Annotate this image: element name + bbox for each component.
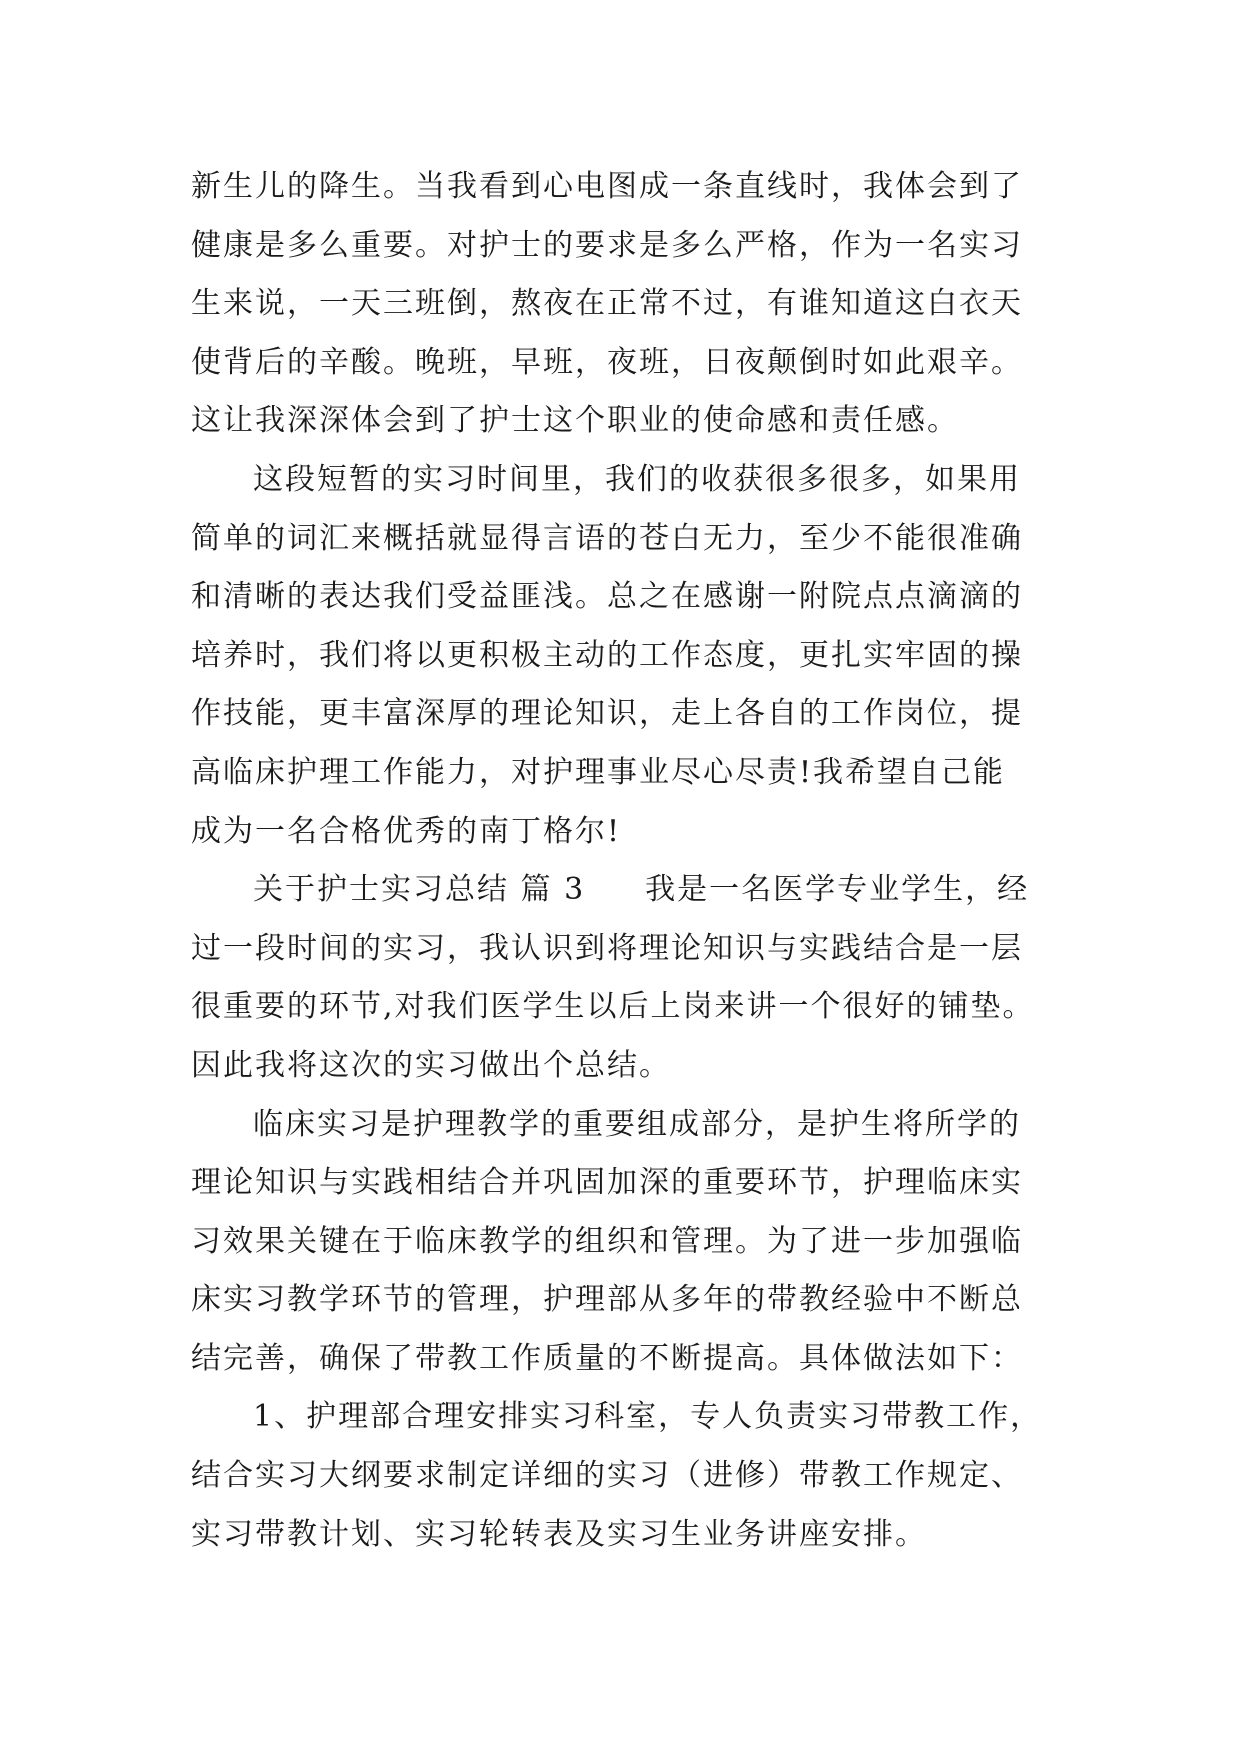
text-line: 1、护理部合理安排实习科室，专人负责实习带教工作，: [253, 1399, 1043, 1435]
text-line: 因此我将这次的实习做出个总结。: [191, 1047, 671, 1083]
text-line: 高临床护理工作能力，对护理事业尽心尽责!我希望自己能: [191, 754, 1006, 790]
text-line: 作技能，更丰富深厚的理论知识，走上各自的工作岗位，提: [191, 696, 1023, 732]
text-line: 培养时，我们将以更积极主动的工作态度，更扎实牢固的操: [191, 637, 1023, 673]
text-line: 结合实习大纲要求制定详细的实习（进修）带教工作规定、: [191, 1458, 1023, 1494]
text-line: 理论知识与实践相结合并巩固加深的重要环节，护理临床实: [191, 1165, 1023, 1201]
text-line: 临床实习是护理教学的重要组成部分，是护生将所学的: [253, 1106, 1021, 1142]
text-line: 很重要的环节,对我们医学生以后上岗来讲一个很好的铺垫。: [191, 989, 1035, 1025]
text-line: 床实习教学环节的管理，护理部从多年的带教经验中不断总: [191, 1282, 1023, 1318]
text-line: 实习带教计划、实习轮转表及实习生业务讲座安排。: [191, 1516, 927, 1552]
text-line: 使背后的辛酸。晚班，早班，夜班，日夜颠倒时如此艰辛。: [191, 344, 1023, 380]
text-line: 习效果关键在于临床教学的组织和管理。为了进一步加强临: [191, 1223, 1023, 1259]
text-line: 这让我深深体会到了护士这个职业的使命感和责任感。: [191, 403, 959, 439]
text-line: 健康是多么重要。对护士的要求是多么严格，作为一名实习: [191, 227, 1023, 263]
text-line: 这段短暂的实习时间里，我们的收获很多很多，如果用: [253, 461, 1021, 497]
section-heading-line: [191, 861, 1071, 920]
document-body: [191, 158, 1071, 1564]
text-line: 生来说，一天三班倒，熬夜在正常不过，有谁知道这白衣天: [191, 286, 1023, 322]
text-line: 新生儿的降生。当我看到心电图成一条直线时，我体会到了: [191, 169, 1023, 204]
text-line: 成为一名合格优秀的南丁格尔!: [191, 813, 622, 849]
section-heading: 关于护士实习总结 篇 3: [253, 872, 586, 908]
text-line: 和清晰的表达我们受益匪浅。总之在感谢一附院点点滴滴的: [191, 579, 1023, 615]
text-run: 我是一名医学专业学生，经: [645, 872, 1030, 908]
text-line: 结完善，确保了带教工作质量的不断提高。具体做法如下：: [191, 1340, 1023, 1376]
text-line: 过一段时间的实习，我认识到将理论知识与实践结合是一层: [191, 930, 1023, 966]
text-line: 简单的词汇来概括就显得言语的苍白无力，至少不能很准确: [191, 520, 1023, 556]
